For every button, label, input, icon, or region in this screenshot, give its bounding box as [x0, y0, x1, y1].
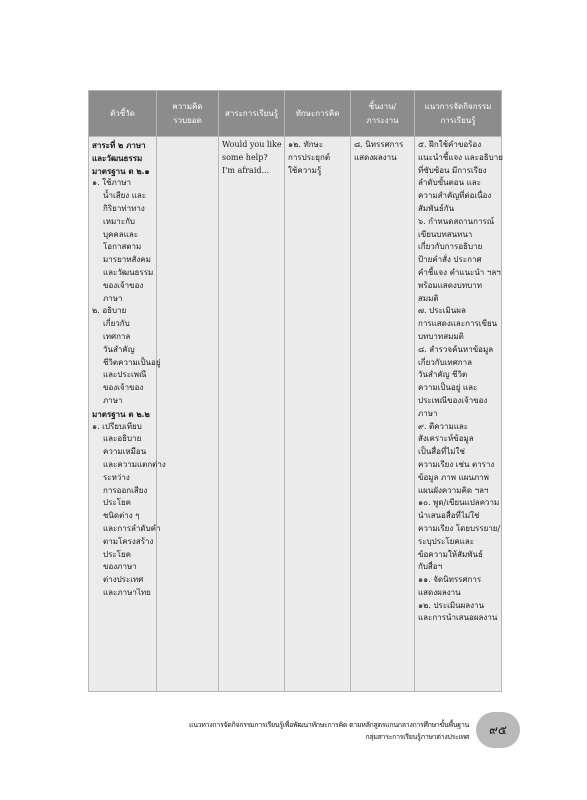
cell-line: ๖. กำหนดสถานการณ์	[418, 216, 495, 226]
cell-line: การออกเสียง	[103, 485, 148, 495]
cell-line: ที่ซับซ้อน มีการเรียง	[418, 165, 487, 175]
cell-line: เทศกาล	[103, 331, 131, 341]
concept-cell	[157, 137, 219, 692]
cell-line: เขียนบทสนทนา	[418, 229, 473, 239]
cell-line: มาตรฐาน ต ๒.๑	[92, 165, 150, 176]
cell-line: การแสดงและการเขียน	[418, 319, 498, 329]
cell-line: Would you like	[222, 140, 282, 149]
cell-line: ข้อมูล ภาพ แผนภาพ	[418, 472, 489, 482]
cell-line: และวัฒนธรรม	[92, 152, 143, 163]
cell-line: มาตรฐาน ต ๒.๒	[92, 408, 150, 419]
cell-line: ความเรียง โดยบรรยาย/	[418, 523, 501, 533]
cell-line: ภาษา	[103, 395, 123, 405]
cell-line: แสดงผลงาน	[418, 587, 461, 597]
cell-line: และความแตกต่าง	[103, 459, 166, 469]
cell-line: และประเพณี	[103, 370, 147, 380]
cell-line: สัมพันธ์กัน	[418, 203, 455, 213]
cell-line: แสดงผลงาน	[354, 152, 397, 162]
cell-line: ประเพณีของเจ้าของ	[418, 395, 488, 405]
cell-line: ๑๒. ประเมินผลงาน	[418, 600, 485, 610]
activities-cell	[415, 137, 502, 692]
cell-line: ประโยค	[103, 498, 132, 508]
cell-line: ความเรียง เช่น ตาราง	[418, 459, 495, 469]
header-concept: ความคิด รวบยอด	[157, 91, 219, 137]
header-work-tasks: ชิ้นงาน/ ภาระงาน	[351, 91, 415, 137]
cell-line: ตามโครงสร้าง	[103, 536, 154, 546]
header-thinking-skills: ทักษะการคิด	[285, 91, 351, 137]
cell-line: ๗. ประเมินผล	[418, 306, 466, 316]
page-number-badge: ๙๕	[476, 712, 520, 748]
cell-line: วันสำคัญ ชีวิต	[418, 370, 468, 380]
cell-line: เกี่ยวกับการอธิบาย	[418, 242, 483, 252]
cell-line: การประยุกต์	[288, 152, 331, 162]
curriculum-table	[88, 90, 502, 692]
cell-line: เหมาะกับ	[103, 216, 135, 226]
cell-line: คำชี้แจง คำแนะนำ ฯลฯ	[418, 267, 501, 277]
cell-line: เกี่ยวกับ	[103, 319, 130, 329]
cell-line: ภาษา	[103, 293, 123, 303]
header-learning-content: สาระการเรียนรู้	[219, 91, 285, 137]
cell-line: ประโยค	[103, 549, 132, 559]
cell-line: ความสำคัญที่ต่อเนื่อง	[418, 191, 492, 201]
cell-line: I'm afraid...	[222, 165, 270, 175]
cell-line: มารยาทสังคม	[103, 255, 151, 265]
cell-line: บทบาทสมมติ	[418, 331, 464, 341]
cell-line: โอกาสตาม	[103, 242, 142, 252]
cell-line: และภาษาไทย	[103, 587, 151, 597]
table-row	[89, 137, 502, 692]
cell-line: พร้อมแสดงบทบาท	[418, 280, 482, 290]
cell-line: ระหว่าง	[103, 472, 130, 482]
cell-line: some help?	[222, 152, 268, 162]
cell-line: ๘. นิทรรศการ	[354, 140, 404, 149]
learning-content-cell	[219, 137, 285, 692]
cell-line: ของเจ้าของ	[103, 383, 144, 393]
indicators-cell	[89, 137, 166, 692]
cell-line: และวัฒนธรรม	[103, 267, 154, 277]
cell-line: และการลำดับคำ	[103, 523, 161, 533]
cell-line: บุคคลและ	[103, 229, 139, 239]
cell-line: และอธิบาย	[103, 434, 142, 444]
cell-line: สมมติ	[418, 293, 439, 303]
cell-line: ใช้ความรู้	[288, 165, 322, 175]
cell-line: สังเคราะห์ข้อมูล	[418, 434, 474, 444]
cell-line: ความเหมือน	[103, 447, 147, 457]
thinking-skills-cell	[285, 137, 351, 692]
cell-line: เป็นสื่อที่ไม่ใช่	[418, 447, 465, 457]
work-tasks-cell	[351, 137, 415, 692]
header-indicators: ตัวชี้วัด	[89, 91, 157, 137]
cell-line: น้ำเสียง และ	[103, 191, 147, 201]
table-header-row	[89, 91, 502, 137]
cell-line: ๒. อธิบาย	[92, 306, 127, 316]
cell-line: ภาษา	[418, 408, 438, 418]
cell-line: ๑. เปรียบเทียบ	[92, 421, 142, 431]
cell-line: นำเสนอสื่อที่ไม่ใช่	[418, 511, 480, 521]
cell-line: และการนำเสนอผลงาน	[418, 613, 498, 623]
cell-line: ๑๒. ทักษะ	[288, 140, 324, 149]
cell-line: ชนิดต่าง ๆ	[103, 511, 140, 521]
cell-line: ๑๐. พูด/เขียนแปลความ	[418, 498, 500, 508]
cell-line: เกี่ยวกับเทศกาล	[418, 357, 473, 367]
cell-line: ข้อความให้สัมพันธ์	[418, 549, 483, 559]
cell-line: ๘. สำรวจค้นหาข้อมูล	[418, 344, 494, 354]
cell-line: กิริยาท่าทาง	[103, 203, 145, 213]
footer-book-title: แนวทางการจัดกิจกรรมการเรียนรู้เพื่อพัฒนาทักษะการคิด ตามหลักสูตรแกนกลางการศึกษาขั้นพื้นฐาน	[188, 721, 469, 729]
cell-line: ๕. ฝึกใช้คำขอร้อง	[418, 140, 482, 149]
header-activities: แนวการจัดกิจกรรม การเรียนรู้	[415, 91, 502, 137]
cell-line: ๙. ตีความและ	[418, 421, 469, 431]
cell-line: ของเจ้าของ	[103, 280, 144, 290]
cell-line: แผนผังความคิด ฯลฯ	[418, 485, 489, 495]
cell-line: ๑. ใช้ภาษา	[92, 178, 132, 188]
cell-line: ระบุประโยคและ	[418, 536, 475, 546]
cell-line: ต่างประเทศ	[103, 575, 144, 585]
cell-line: ป้ายคำสั่ง ประกาศ	[418, 255, 482, 265]
footer-subject-group: กลุ่มสาระการเรียนรู้ภาษาต่างประเทศ	[365, 733, 469, 741]
cell-line: ชีวิตความเป็นอยู่	[103, 357, 161, 367]
cell-line: ของภาษา	[103, 562, 137, 572]
cell-line: ๑๑. จัดนิทรรศการ	[418, 575, 482, 585]
cell-line: ความเป็นอยู่ และ	[418, 383, 478, 393]
cell-line: กับสื่อฯ	[418, 562, 443, 572]
cell-line: วันสำคัญ	[103, 344, 135, 354]
cell-line: แนะนำชี้แจง และอธิบาย	[418, 152, 503, 162]
page-footer	[189, 719, 469, 743]
cell-line: สาระที่ ๒ ภาษา	[92, 140, 146, 150]
cell-line: ลำดับขั้นตอน และ	[418, 178, 481, 188]
